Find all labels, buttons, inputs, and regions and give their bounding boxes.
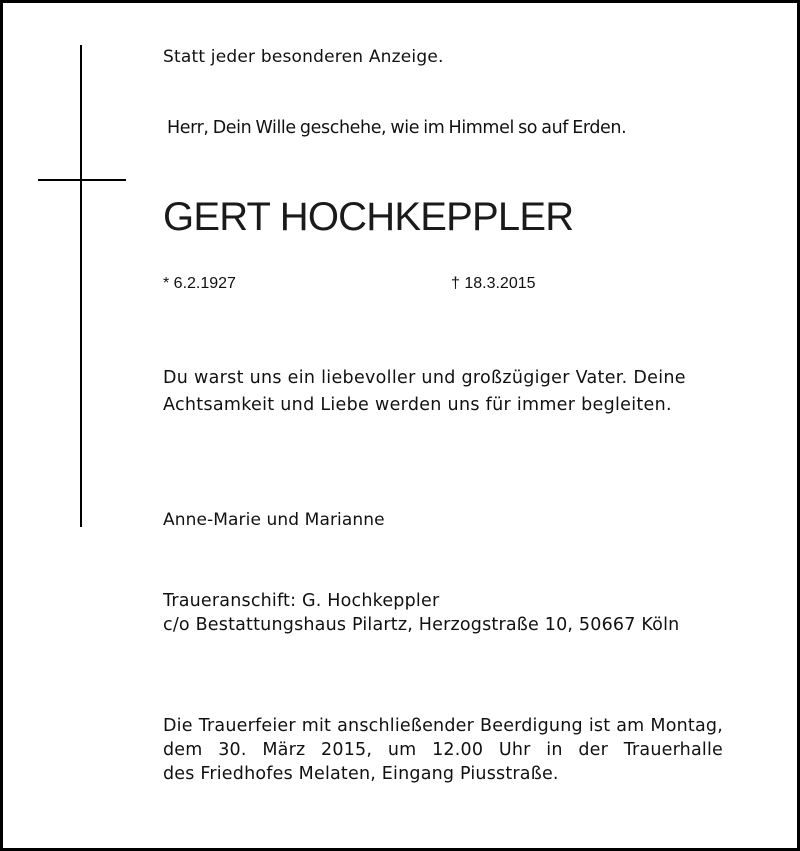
funeral-line: Die Trauerfeier mit anschließender Beerdigung ist am Montag, (163, 716, 723, 736)
tribute-line: Achtsamkeit und Liebe werden uns für immer begleiten. (163, 395, 672, 415)
condolence-address (163, 589, 679, 637)
mourners-signature: Anne-Marie und Marianne (163, 510, 385, 530)
death-date: † 18.3.2015 (451, 275, 536, 292)
address-line: Traueranschift: G. Hochkeppler (163, 591, 440, 611)
funeral-details (163, 714, 723, 786)
address-line: c/o Bestattungshaus Pilartz, Herzogstraße 10, 50667 Köln (163, 615, 680, 635)
birth-date: * 6.2.1927 (163, 275, 236, 292)
tribute-message (163, 365, 686, 419)
bible-verse: Herr, Dein Wille geschehe, wie im Himmel so auf Erden. (167, 118, 627, 138)
deceased-name: GERT HOCHKEPPLER (163, 195, 574, 239)
funeral-line: dem 30. März 2015, um 12.00 Uhr in der Trauerhalle (163, 740, 723, 760)
tribute-line: Du warst uns ein liebevoller und großzügiger Vater. Deine (163, 368, 686, 388)
intro-line: Statt jeder besonderen Anzeige. (163, 47, 444, 67)
cross-icon-bar (38, 179, 126, 181)
cross-icon (80, 45, 82, 527)
funeral-line: des Friedhofes Melaten, Eingang Piusstraße. (163, 764, 559, 784)
